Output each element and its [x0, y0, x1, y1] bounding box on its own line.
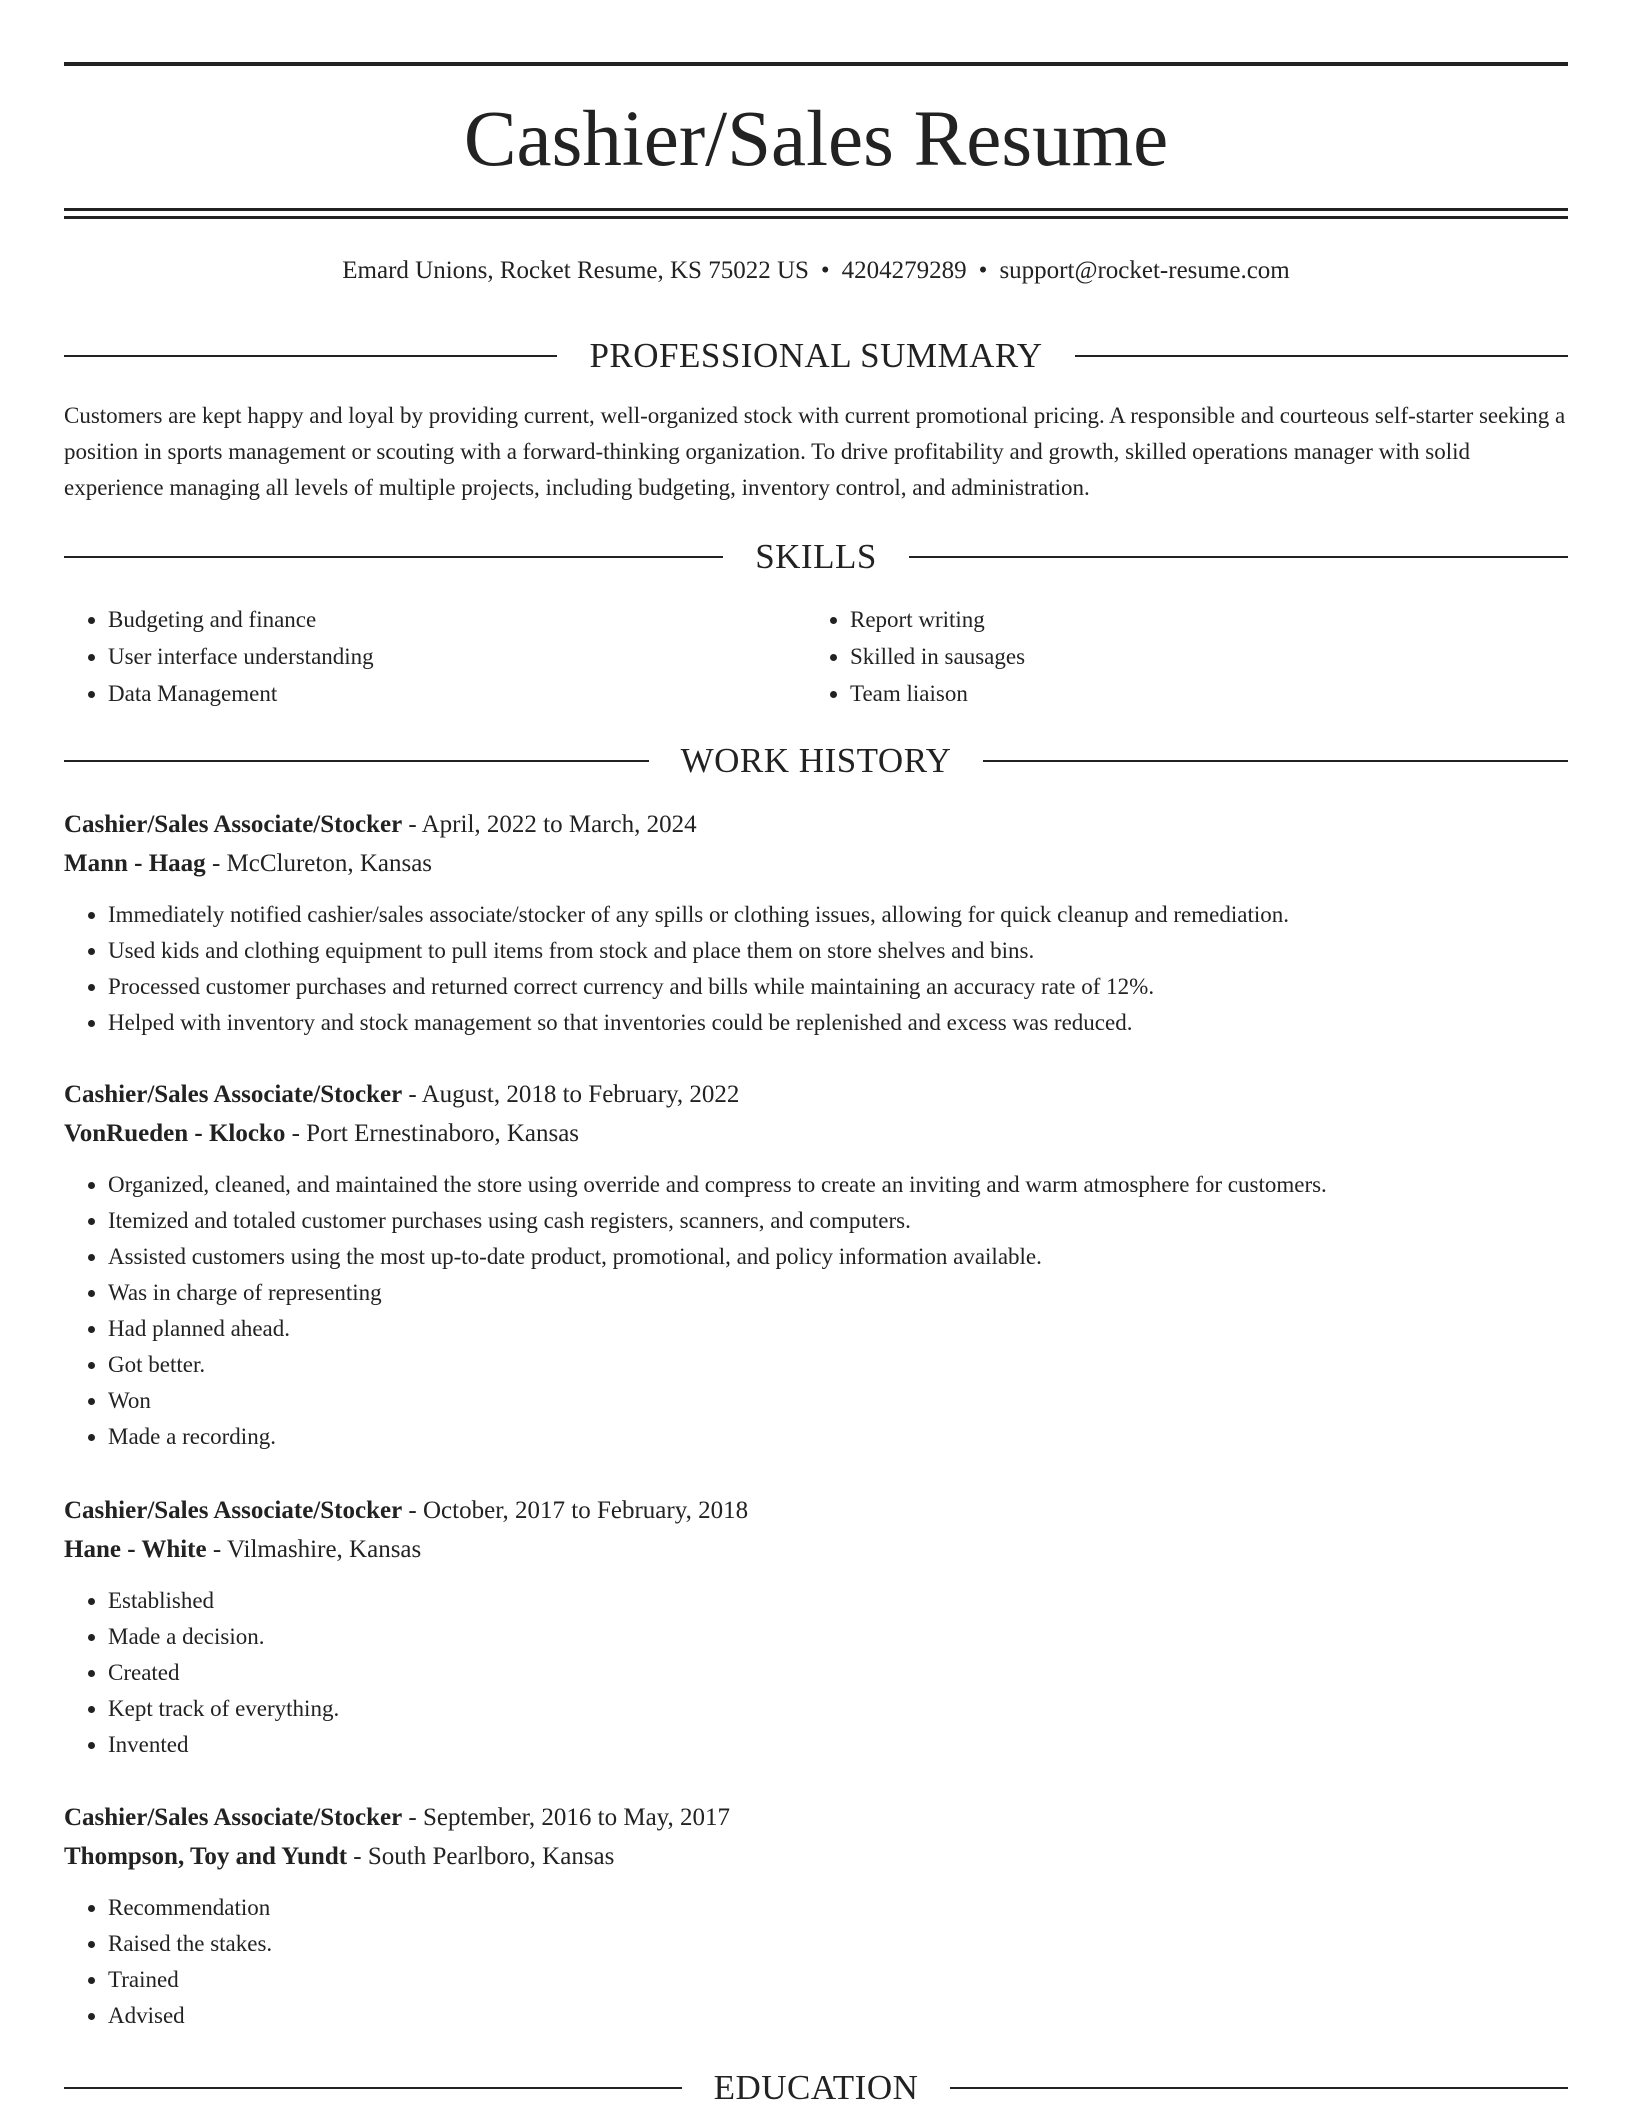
job-bullet: • Was in charge of representing	[108, 1275, 1568, 1311]
job-entry	[64, 1491, 1568, 1763]
section-title-summary: PROFESSIONAL SUMMARY	[589, 336, 1043, 375]
job-company-line	[64, 1114, 1568, 1153]
job-bullet: • Kept track of everything.	[108, 1691, 1568, 1727]
skill-item: • Report writing	[850, 601, 1548, 638]
skill-item: • Data Management	[108, 675, 806, 712]
section-rule	[909, 556, 1568, 558]
job-company-line	[64, 844, 1568, 883]
job-bullet: • Won	[108, 1383, 1568, 1419]
job-company: Thompson, Toy and Yundt	[64, 1843, 348, 1870]
skills-list	[64, 601, 1568, 712]
job-bullet: • Raised the stakes.	[108, 1926, 1568, 1962]
job-title-line	[64, 1491, 1568, 1530]
job-bullet: • Trained	[108, 1962, 1568, 1998]
job-title-line	[64, 805, 1568, 844]
resume-title: Cashier/Sales Resume	[463, 96, 1169, 183]
skills-column-left	[64, 601, 806, 712]
job-title: Cashier/Sales Associate/Stocker	[64, 811, 403, 838]
contact-address: Emard Unions, Rocket Resume, KS 75022 US	[342, 257, 809, 284]
job-bullets	[64, 1583, 1568, 1763]
section-rule	[983, 760, 1568, 762]
section-header-summary	[64, 334, 1568, 378]
section-rule	[950, 2087, 1568, 2089]
section-header-work	[64, 739, 1568, 783]
job-title: Cashier/Sales Associate/Stocker	[64, 1081, 403, 1108]
section-rule	[64, 355, 557, 357]
job-bullets	[64, 1167, 1568, 1455]
job-dates: - October, 2017 to February, 2018	[402, 1497, 749, 1524]
job-bullet: • Used kids and clothing equipment to pull items from stock and place them on store shelves and bins.	[108, 933, 1568, 969]
job-title-line	[64, 1798, 1568, 1837]
section-title-education: EDUCATION	[713, 2068, 919, 2107]
job-bullet: • Established	[108, 1583, 1568, 1619]
skills-column-right	[806, 601, 1548, 712]
job-title: Cashier/Sales Associate/Stocker	[64, 1804, 403, 1831]
job-bullet: • Processed customer purchases and returned correct currency and bills while maintaining an accuracy rate of 12%.	[108, 969, 1568, 1005]
job-location: - Vilmashire, Kansas	[206, 1536, 422, 1563]
skill-item: • Budgeting and finance	[108, 601, 806, 638]
job-entry	[64, 805, 1568, 1041]
job-bullet: • Invented	[108, 1727, 1568, 1763]
job-company: Mann - Haag	[64, 850, 206, 877]
title-rule-upper	[64, 208, 1568, 211]
job-location: - South Pearlboro, Kansas	[347, 1843, 615, 1870]
job-title: Cashier/Sales Associate/Stocker	[64, 1497, 403, 1524]
job-bullet: • Had planned ahead.	[108, 1311, 1568, 1347]
section-title-work: WORK HISTORY	[680, 741, 952, 780]
job-location: - McClureton, Kansas	[205, 850, 433, 877]
job-dates: - April, 2022 to March, 2024	[402, 811, 697, 838]
job-dates: - August, 2018 to February, 2022	[402, 1081, 740, 1108]
section-header-skills	[64, 535, 1568, 579]
section-title-skills: SKILLS	[755, 537, 877, 576]
section-rule	[64, 2087, 682, 2089]
job-entry	[64, 1798, 1568, 2034]
job-bullet: • Itemized and totaled customer purchases using cash registers, scanners, and computers.	[108, 1203, 1568, 1239]
job-bullet: • Created	[108, 1655, 1568, 1691]
skill-item: • User interface understanding	[108, 638, 806, 675]
job-bullet: • Assisted customers using the most up-to-date product, promotional, and policy information available.	[108, 1239, 1568, 1275]
job-bullet: • Made a recording.	[108, 1419, 1568, 1455]
job-bullets	[64, 897, 1568, 1041]
contact-line	[64, 254, 1568, 288]
job-bullet: • Organized, cleaned, and maintained the store using override and compress to create an inviting and warm atmosphere for customers.	[108, 1167, 1568, 1203]
job-location: - Port Ernestinaboro, Kansas	[285, 1120, 580, 1147]
job-bullet: • Immediately notified cashier/sales associate/stocker of any spills or clothing issues, allowing for quick cleanup and remediation.	[108, 897, 1568, 933]
section-rule	[64, 556, 723, 558]
section-rule	[64, 760, 649, 762]
job-bullets	[64, 1890, 1568, 2034]
title-rule-lower	[64, 216, 1568, 219]
contact-separator: •	[820, 257, 830, 284]
job-bullet: • Advised	[108, 1998, 1568, 2034]
section-header-education	[64, 2066, 1568, 2110]
job-bullet: • Got better.	[108, 1347, 1568, 1383]
job-bullet: • Recommendation	[108, 1890, 1568, 1926]
contact-phone: 4204279289	[841, 257, 967, 284]
job-entry	[64, 1075, 1568, 1455]
contact-email: support@rocket-resume.com	[999, 257, 1290, 284]
job-company: VonRueden - Klocko	[64, 1120, 286, 1147]
summary-text: Customers are kept happy and loyal by providing current, well-organized stock with current promotional pricing. A responsible and courteous self-starter seeking a position in sports management or scouting with a forward-thinking organization. To drive profitability and growth, skilled operations manager with solid experience managing all levels of multiple projects, including budgeting, inventory control, and administration.	[64, 403, 1566, 500]
skill-item: • Skilled in sausages	[850, 638, 1548, 675]
job-dates: - September, 2016 to May, 2017	[402, 1804, 731, 1831]
section-rule	[1075, 355, 1568, 357]
job-bullet: • Made a decision.	[108, 1619, 1568, 1655]
job-company-line	[64, 1837, 1568, 1876]
job-company: Hane - White	[64, 1536, 207, 1563]
contact-separator: •	[978, 257, 988, 284]
skill-item: • Team liaison	[850, 675, 1548, 712]
job-bullet: • Helped with inventory and stock management so that inventories could be replenished and excess was reduced.	[108, 1005, 1568, 1041]
job-company-line	[64, 1530, 1568, 1569]
job-title-line	[64, 1075, 1568, 1114]
top-rule	[64, 62, 1568, 66]
